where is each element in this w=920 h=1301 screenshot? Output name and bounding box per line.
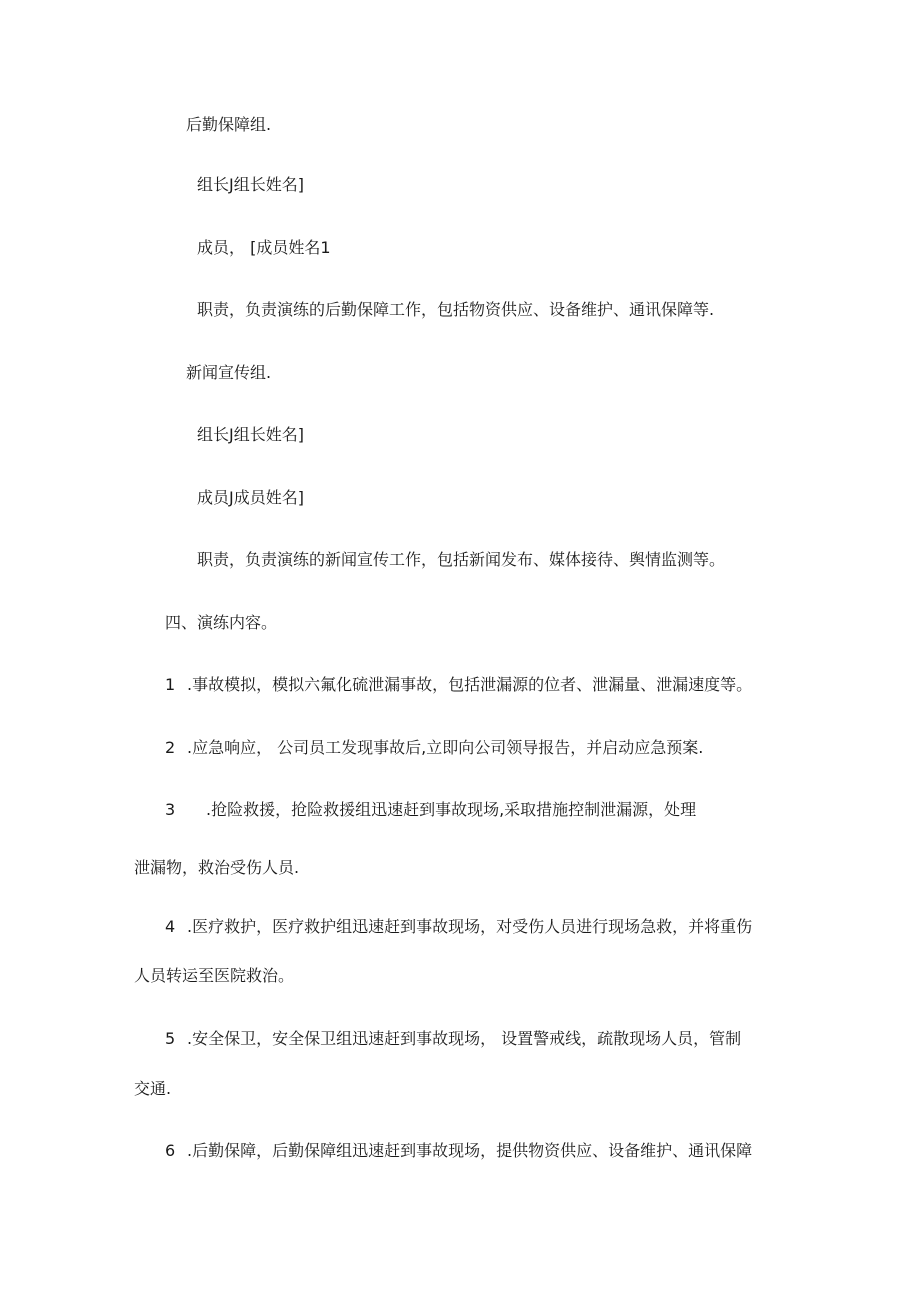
item-continuation: 泄漏物，救治受伤人员. — [134, 858, 300, 877]
logistics-members-line: 成员， [成员姓名1 — [197, 238, 331, 257]
item-number: 5 — [165, 1029, 176, 1048]
item-text: .事故模拟，模拟六氟化硫泄漏事故，包括泄漏源的位者、泄漏量、泄漏速度等。 — [187, 675, 753, 694]
logistics-duties-line: 职责，负责演练的后勤保障工作，包括物资供应、设备维护、通讯保障等. — [197, 300, 715, 319]
press-duties-line: 职责，负责演练的新闻宣传工作，包括新闻发布、媒体接待、舆情监测等。 — [197, 550, 726, 569]
section-heading: 四、演练内容。 — [165, 613, 278, 632]
item-continuation: 人员转运至医院救治。 — [134, 966, 295, 985]
item-number: 4 — [165, 917, 176, 936]
item-text: .医疗救护，医疗救护组迅速赶到事故现场，对受伤人员进行现场急救，并将重伤 — [187, 917, 753, 936]
logistics-leader-line: 组长J组长姓名] — [197, 175, 304, 194]
item-text: .安全保卫，安全保卫组迅速赶到事故现场， 设置警戒线，疏散现场人员，管制 — [187, 1029, 742, 1048]
item-number: 3 — [165, 800, 176, 819]
logistics-group-heading: 后勤保障组. — [186, 115, 272, 134]
item-number: 1 — [165, 675, 176, 694]
press-group-heading: 新闻宣传组. — [186, 363, 272, 382]
item-text: .抢险救援，抢险救援组迅速赶到事故现场,采取措施控制泄漏源，处理 — [206, 800, 697, 819]
item-text: .后勤保障，后勤保障组迅速赶到事故现场，提供物资供应、设备维护、通讯保障 — [187, 1141, 753, 1160]
press-members-line: 成员J成员姓名] — [197, 488, 304, 507]
item-number: 2 — [165, 738, 176, 757]
item-continuation: 交通. — [134, 1079, 172, 1098]
item-number: 6 — [165, 1141, 176, 1160]
item-text: .应急响应， 公司员工发现事故后,立即向公司领导报告，并启动应急预案. — [187, 738, 704, 757]
press-leader-line: 组长J组长姓名] — [197, 425, 304, 444]
